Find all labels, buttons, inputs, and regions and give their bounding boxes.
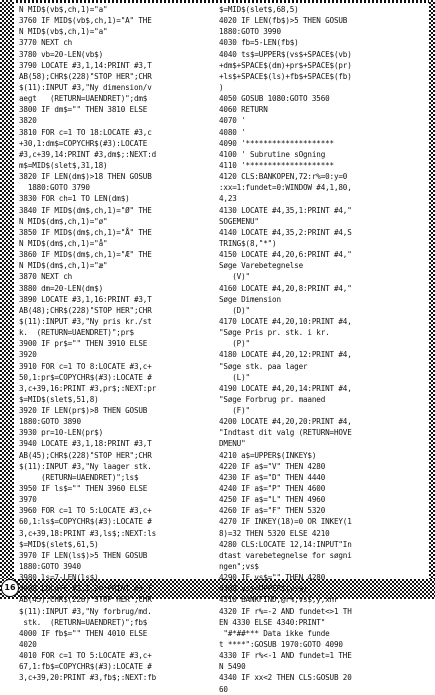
code-line: N MID$(vb$,ch,1)="a" [19, 5, 108, 14]
code-line: 3790 LOCATE #3,1,14:PRINT #3,T [19, 60, 152, 70]
code-line: (P)" [219, 339, 250, 349]
code-line: t ****":GOSUB 1970:GOTO 4090 [219, 640, 343, 650]
code-line: AB(48);CHR$(228)"STOP HER";CHR [19, 305, 152, 315]
code-line: 4220 IF a$="V" THEN 4280 [219, 461, 326, 471]
code-line: 60,1:ls$=COPYCHR$(#3):LOCATE # [19, 517, 152, 527]
code-line: 4130 LOCATE #4,35,1:PRINT #4," [219, 205, 352, 215]
code-line: 4310 BANKFIND,@r%,vs$,y,xnr [219, 595, 339, 605]
code-line: N MID$(vb$,ch,1)="a" [19, 27, 108, 37]
code-line: (D)" [219, 305, 250, 315]
code-line: 4100 ' Subrutine sOgning [219, 149, 326, 159]
code-line: 3870 NEXT ch [19, 272, 73, 282]
right-checker-border [429, 0, 435, 599]
code-line: 3970 IF LEN(ls$)>5 THEN GOSUB [19, 550, 148, 560]
code-line: 4050 GOSUB 1080:GOTO 3560 [219, 94, 330, 104]
code-line: $(11):INPUT #3,"Ny pris kr./st [19, 316, 152, 326]
code-line: 4230 IF a$="D" THEN 4440 [219, 472, 326, 482]
code-line: 4190 LOCATE #4,20,14:PRINT #4, [219, 383, 352, 393]
code-line: 3,c+39,20:PRINT #3,fb$;:NEXT:fb [19, 673, 157, 683]
code-line: 3910 FOR c=1 TO 8:LOCATE #3,c+ [19, 361, 152, 371]
code-line: 50,1:pr$=COPYCHR$(#3):LOCATE # [19, 372, 152, 382]
code-line: 3780 vb=20-LEN(vb$) [19, 49, 104, 59]
code-line: #3,c+39,14:PRINT #3,dm$;:NEXT:d [19, 149, 157, 159]
code-line: 3900 IF pr$="" THEN 3910 ELSE [19, 339, 148, 349]
code-line: 4340 IF xx<2 THEN CLS:GOSUB 20 [219, 673, 352, 683]
code-line: (V)" [219, 272, 250, 282]
code-line: aegt (RETURN=UAENDRET)";dm$ [19, 94, 148, 104]
code-line: 3840 IF MID$(dm$,ch,1)="Ø" THE [19, 205, 152, 215]
code-line: 4080 ' [219, 127, 246, 137]
code-line: 4020 IF LEN(fb$)>5 THEN GOSUB [219, 16, 348, 26]
code-line: 60 [219, 684, 228, 694]
code-line: 3950 IF ls$="" THEN 3960 ELSE [19, 484, 148, 494]
code-line: 3,c+39,18:PRINT #3,ls$;:NEXT:ls [19, 528, 157, 538]
code-line: 3920 [19, 350, 37, 360]
code-line: "Søge Pris pr. stk. i kr. [219, 328, 330, 338]
code-line: 3880 dm=20-LEN(dm$) [19, 283, 104, 293]
code-line: N MID$(dm$,ch,1)="å" [19, 238, 108, 248]
code-line: m$=MID$(slet$,31,18) [19, 160, 108, 170]
code-line: 3960 FOR c=1 TO 5:LOCATE #3,c+ [19, 506, 152, 516]
code-line: $=MID$(slet$,68,5) [219, 5, 299, 14]
code-line: 4040 ts$=UPPER$(vs$+SPACE$(vb) [219, 49, 352, 59]
code-line: 4090 '******************** [219, 138, 334, 148]
code-line: N 5490 [219, 662, 246, 672]
code-line: Søge Varebetegnelse [219, 261, 304, 271]
code-line: 4030 fb=5-LEN(fb$) [219, 38, 299, 48]
code-line: 3820 IF LEN(dm$)>18 THEN GOSUB [19, 172, 152, 182]
code-line: (RETURN=UAENDRET)";ls$ [19, 472, 139, 482]
code-line: 4280 CLS:LOCATE 12,14:INPUT"In [219, 539, 352, 549]
code-line: 4010 FOR c=1 TO 5:LOCATE #3,c+ [19, 651, 152, 661]
code-line: Søge Dimension [219, 294, 281, 304]
code-line: 3970 [19, 495, 37, 505]
code-line: N MID$(dm$,ch,1)="ø" [19, 216, 108, 226]
code-line: +dm$+SPACE$(dm)+pr$+SPACE$(pr) [219, 60, 352, 70]
left-checker-border [0, 0, 14, 599]
code-line: "Indtast dit valg (RETURN=HOVE [219, 428, 352, 438]
code-line: AB(45);CHR$(228)"STOP HER";CHR [19, 595, 152, 605]
code-line: "#*##*** Data ikke funde [219, 628, 330, 638]
code-line: 4300 vs$=UPPER$(vs$) [219, 584, 308, 594]
code-line: 4,23 [219, 194, 237, 204]
code-line: 4260 IF a$="F" THEN 5320 [219, 506, 326, 516]
code-line: 4180 LOCATE #4,20,12:PRINT #4, [219, 350, 352, 360]
code-line: 4070 ' [219, 116, 246, 126]
code-line: 4290 IF vs$="" THEN 4280 [219, 573, 326, 583]
code-line: 3810 FOR c=1 TO 18:LOCATE #3,c [19, 127, 152, 137]
code-line: 4170 LOCATE #4,20,10:PRINT #4, [219, 316, 352, 326]
code-line: 1880:GOTO 3890 [19, 417, 81, 427]
code-line: 3850 IF MID$(dm$,ch,1)="Å" THE [19, 227, 152, 237]
code-line: AB(58);CHR$(228)"STOP HER";CHR [19, 71, 152, 81]
code-line: 4000 IF fb$="" THEN 4010 ELSE [19, 628, 148, 638]
code-line: 3800 IF dm$="" THEN 3810 ELSE [19, 105, 148, 115]
code-line: 3,c+39,16:PRINT #3,pr$;:NEXT:pr [19, 383, 157, 393]
code-line: $=MID$(slet$,61,5) [19, 539, 99, 549]
code-line: 67,1:fb$=COPYCHR$(#3):LOCATE # [19, 662, 152, 672]
code-line: 3930 pr=10-LEN(pr$) [19, 428, 104, 438]
code-line: "Søge stk. paa lager [219, 361, 308, 371]
code-line: 4250 IF a$="L" THEN 4960 [219, 495, 326, 505]
code-line: (L)" [219, 372, 250, 382]
code-line: SOGEMENU" [219, 216, 259, 226]
code-line: N MID$(dm$,ch,1)="æ" [19, 261, 108, 271]
code-line: 4120 CLS:BANKOPEN,72:r%=0:y=0 [219, 172, 348, 182]
code-line: 3770 NEXT ch [19, 38, 73, 48]
code-line: $=MID$(slet$,51,8) [19, 394, 99, 404]
code-line: 8)=32 THEN 5320 ELSE 4210 [219, 528, 330, 538]
code-line: DMENU" [219, 439, 246, 449]
code-line: 3940 LOCATE #3,1,18:PRINT #3,T [19, 439, 152, 449]
code-line: 3820 [19, 116, 37, 126]
code-line: 4020 [19, 640, 37, 650]
code-line: 3990 LOCATE #3,1,20:PRINT #3,T [19, 584, 152, 594]
code-line: 4200 LOCATE #4,20,20:PRINT #4, [219, 417, 352, 427]
code-line: 3980 ls=7-LEN(ls$) [19, 573, 99, 583]
code-line: 4110 '******************** [219, 160, 334, 170]
code-line: 4140 LOCATE #4,35,2:PRINT #4,S [219, 227, 352, 237]
code-line: +30,1:dm$=COPYCHR$(#3):LOCATE [19, 138, 148, 148]
code-line: $(11):INPUT #3,"Ny dimension/v [19, 82, 152, 92]
code-line: k. (RETURN=UAENDRET)";pr$ [19, 328, 134, 338]
code-line: 1880:GOTO 3990 [219, 27, 281, 37]
listing-page [17, 4, 427, 694]
code-line: ngen";vs$ [219, 562, 259, 572]
code-line: 4240 IF a$="P" THEN 4600 [219, 484, 326, 494]
code-line: 3890 LOCATE #3,1,16:PRINT #3,T [19, 294, 152, 304]
code-line: dtast varebetegnelse for søgni [219, 550, 352, 560]
code-line: "Søge Forbrug pr. maaned [219, 394, 326, 404]
code-line: EN 4330 ELSE 4340:PRINT" [219, 617, 326, 627]
code-line: 1880:GOTO 3790 [19, 183, 90, 193]
listing-left-column [19, 4, 205, 684]
code-line: 4060 RETURN [219, 105, 268, 115]
page-number: 16 [1, 579, 19, 597]
code-line: 3860 IF MID$(dm$,ch,1)="Æ" THE [19, 250, 152, 260]
code-line: 4320 IF r%=-2 AND fundet<>1 TH [219, 606, 352, 616]
code-line: 4160 LOCATE #4,20,8:PRINT #4," [219, 283, 352, 293]
code-line: 3920 IF LEN(pr$)>8 THEN GOSUB [19, 406, 148, 416]
code-line: TRING$(8,"*") [219, 238, 277, 248]
code-line: stk. (RETURN=UAENDRET)";fb$ [19, 617, 148, 627]
code-line: 1880:GOTO 3940 [19, 562, 81, 572]
code-line: 4210 a$=UPPER$(INKEY$) [219, 450, 317, 460]
code-line: 3830 FOR ch=1 TO LEN(dm$) [19, 194, 130, 204]
code-line: 3760 IF MID$(vb$,ch,1)="A" THE [19, 16, 152, 26]
code-line: (F)" [219, 406, 250, 416]
code-line: :xx=1:fundet=0:WINDOW #4,1,80, [219, 183, 352, 193]
code-line: +ls$+SPACE$(ls)+fb$+SPACE$(fb) [219, 71, 352, 81]
listing-right-column [219, 4, 423, 695]
code-line: ) [219, 82, 224, 92]
code-line: $(11):INPUT #3,"Ny laager stk. [19, 461, 152, 471]
code-line: 4330 IF r%<-1 AND fundet=1 THE [219, 651, 352, 661]
code-line: 4150 LOCATE #4,20,6:PRINT #4," [219, 250, 352, 260]
code-line: 4270 IF INKEY(18)=0 OR INKEY(1 [219, 517, 352, 527]
top-border [0, 0, 435, 3]
code-line: $(11):INPUT #3,"Ny forbrug/md. [19, 606, 152, 616]
code-line: AB(45);CHR$(228)"STOP HER";CHR [19, 450, 152, 460]
